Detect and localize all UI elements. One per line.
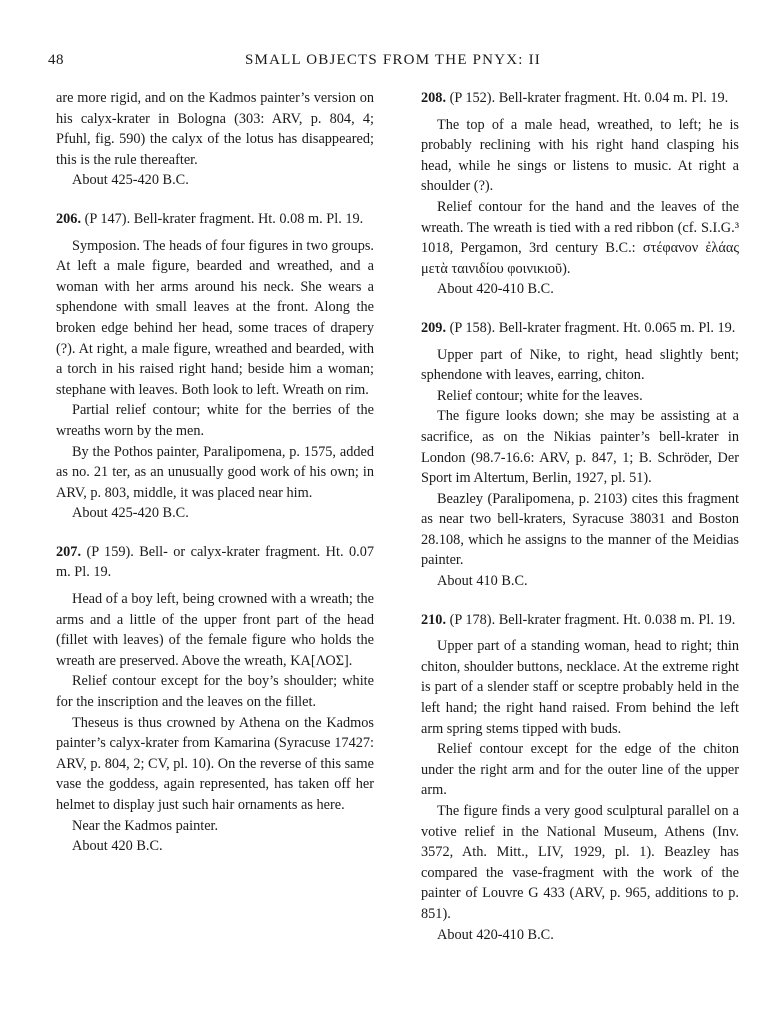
entry-heading — [56, 542, 374, 583]
entry-description: Upper part of Nike, to right, head slightly bent; sphendone with leaves, earring, chiton. — [421, 346, 739, 384]
entry-specs: (P 159). Bell- or calyx-krater fragment. Ht. 0.07 m. Pl. 19. — [56, 543, 374, 581]
page-number: 48 — [48, 52, 64, 68]
date-line: About 425-420 B.C. — [72, 172, 189, 189]
entry-technique: Relief contour except for the boy’s shoulder; white for the inscription and the leaves on the fillet. — [56, 673, 374, 711]
entry-date: About 420 B.C. — [72, 838, 163, 855]
page-header — [48, 52, 738, 76]
entry-date: About 410 B.C. — [437, 573, 528, 590]
entry-technique: Partial relief contour; white for the berries of the wreaths worn by the men. — [56, 402, 374, 439]
catalogue-entry-210 — [421, 610, 739, 946]
entry-attribution: By the Pothos painter, Paralipomena, p. 1575, added as no. 21 ter, as an unusually good work of his own; in ARV, p. 803, middle, it was placed near him. — [56, 443, 374, 501]
catalogue-entry-208 — [421, 88, 739, 300]
entry-number: 206. — [56, 210, 82, 227]
entry-technique: Relief contour except for the edge of the chiton under the right arm and for the outer line of the upper arm. — [421, 741, 739, 799]
entry-date: About 420-410 B.C. — [437, 926, 554, 943]
entry-heading — [421, 610, 739, 631]
entry-heading — [421, 318, 739, 339]
right-column — [421, 88, 739, 945]
entry-attribution: Near the Kadmos painter. — [72, 817, 219, 834]
continued-paragraph: are more rigid, and on the Kadmos painter’s version on his calyx-krater in Bologna (303: ARV, p. 804, 4; Pfuhl, fig. 590) the calyx of the lotus has disappeared; this is the rule thereafter. — [56, 90, 374, 168]
entry-date: About 425-420 B.C. — [72, 505, 189, 522]
entry-technique: Relief contour; white for the leaves. — [437, 387, 643, 404]
catalogue-entry-209 — [421, 318, 739, 592]
entry-specs: (P 152). Bell-krater fragment. Ht. 0.04 m. Pl. 19. — [449, 90, 729, 106]
entry-number: 207. — [56, 543, 82, 560]
entry-date: About 420-410 B.C. — [437, 281, 554, 298]
entry-discussion: The figure finds a very good sculptural parallel on a votive relief in the National Museum, Athens (Inv. 3572, Ath. Mitt., LIV, 1929, pl. 1). Beazley has compared the vase-fragment with the work of the painter of Louvre G 433 (ARV, p. 965, additions to p. 851). — [421, 803, 739, 922]
entry-discussion: The figure looks down; she may be assisting at a sacrifice, as on the Nikias painter’s bell-krater in London (98.7-16.6: ARV, p. 847, 1; B. Schröder, Der Sport im Altertum, Berlin, 1927, pl. 51). — [421, 408, 739, 487]
entry-description: The top of a male head, wreathed, to left; he is probably reclining with his right hand clasping his head, while he sings or listens to music. At right a shoulder (?). — [421, 116, 739, 195]
entry-specs: (P 147). Bell-krater fragment. Ht. 0.08 m. Pl. 19. — [84, 210, 364, 227]
catalogue-entry-207 — [56, 542, 374, 857]
entry-number: 208. — [421, 90, 447, 106]
entry-description: Upper part of a standing woman, head to right; thin chiton, shoulder buttons, necklace. At the extreme right is part of a slender staff or sceptre probably held in the left hand; the right hand raised. From behind the left arm spring stems tipped with buds. — [421, 638, 739, 737]
entry-heading — [56, 209, 374, 230]
left-column — [56, 88, 374, 857]
catalogue-entry-206 — [56, 209, 374, 524]
entry-description: Symposion. The heads of four figures in two groups. At left a male figure, bearded and wreathed, and a woman with her arms around his neck. She wears a sphendone with small leaves at the front. Along the broken edge behind her head, some traces of drapery (?). At right, a male figure, wreathed and bearded, with a torch in his raised right hand; beside him a woman; stephane with leaves. Both look to left. Wreath on rim. — [56, 237, 374, 398]
entry-description: Head of a boy left, being crowned with a wreath; the arms and a little of the upper front part of the head (fillet with leaves) of the female figure who holds the wreath are preserved. Above the wreath, ΚΑ[ΛΟΣ]. — [56, 591, 374, 669]
entry-discussion: Theseus is thus crowned by Athena on the Kadmos painter’s calyx-krater from Kamarina (Syracuse 17427: ARV, p. 804, 2; CV, pl. 10). On the reverse of this same vase the goddess, again represented, has taken off her helmet to display just such hair ornaments as here. — [56, 714, 374, 813]
entry-attribution: Beazley (Paralipomena, p. 2103) cites this fragment as near two bell-kraters, Syracuse 38031 and Boston 28.108, which he assigns to the manner of the Meidias painter. — [421, 490, 739, 569]
entry-technique: Relief contour for the hand and the leaves of the wreath. The wreath is tied with a red ribbon (cf. S.I.G.³ 1018, Pergamon, 3rd century B.C.: στέφανον ἐλάας μετὰ ταινιδίου φοινικιοῦ). — [421, 198, 739, 277]
running-title: SMALL OBJECTS FROM THE PNYX: II — [245, 52, 541, 68]
entry-specs: (P 178). Bell-krater fragment. Ht. 0.038 m. Pl. 19. — [449, 611, 736, 628]
entry-specs: (P 158). Bell-krater fragment. Ht. 0.065 m. Pl. 19. — [449, 319, 736, 336]
entry-number: 209. — [421, 319, 447, 336]
entry-number: 210. — [421, 611, 447, 628]
entry-heading — [421, 88, 739, 109]
